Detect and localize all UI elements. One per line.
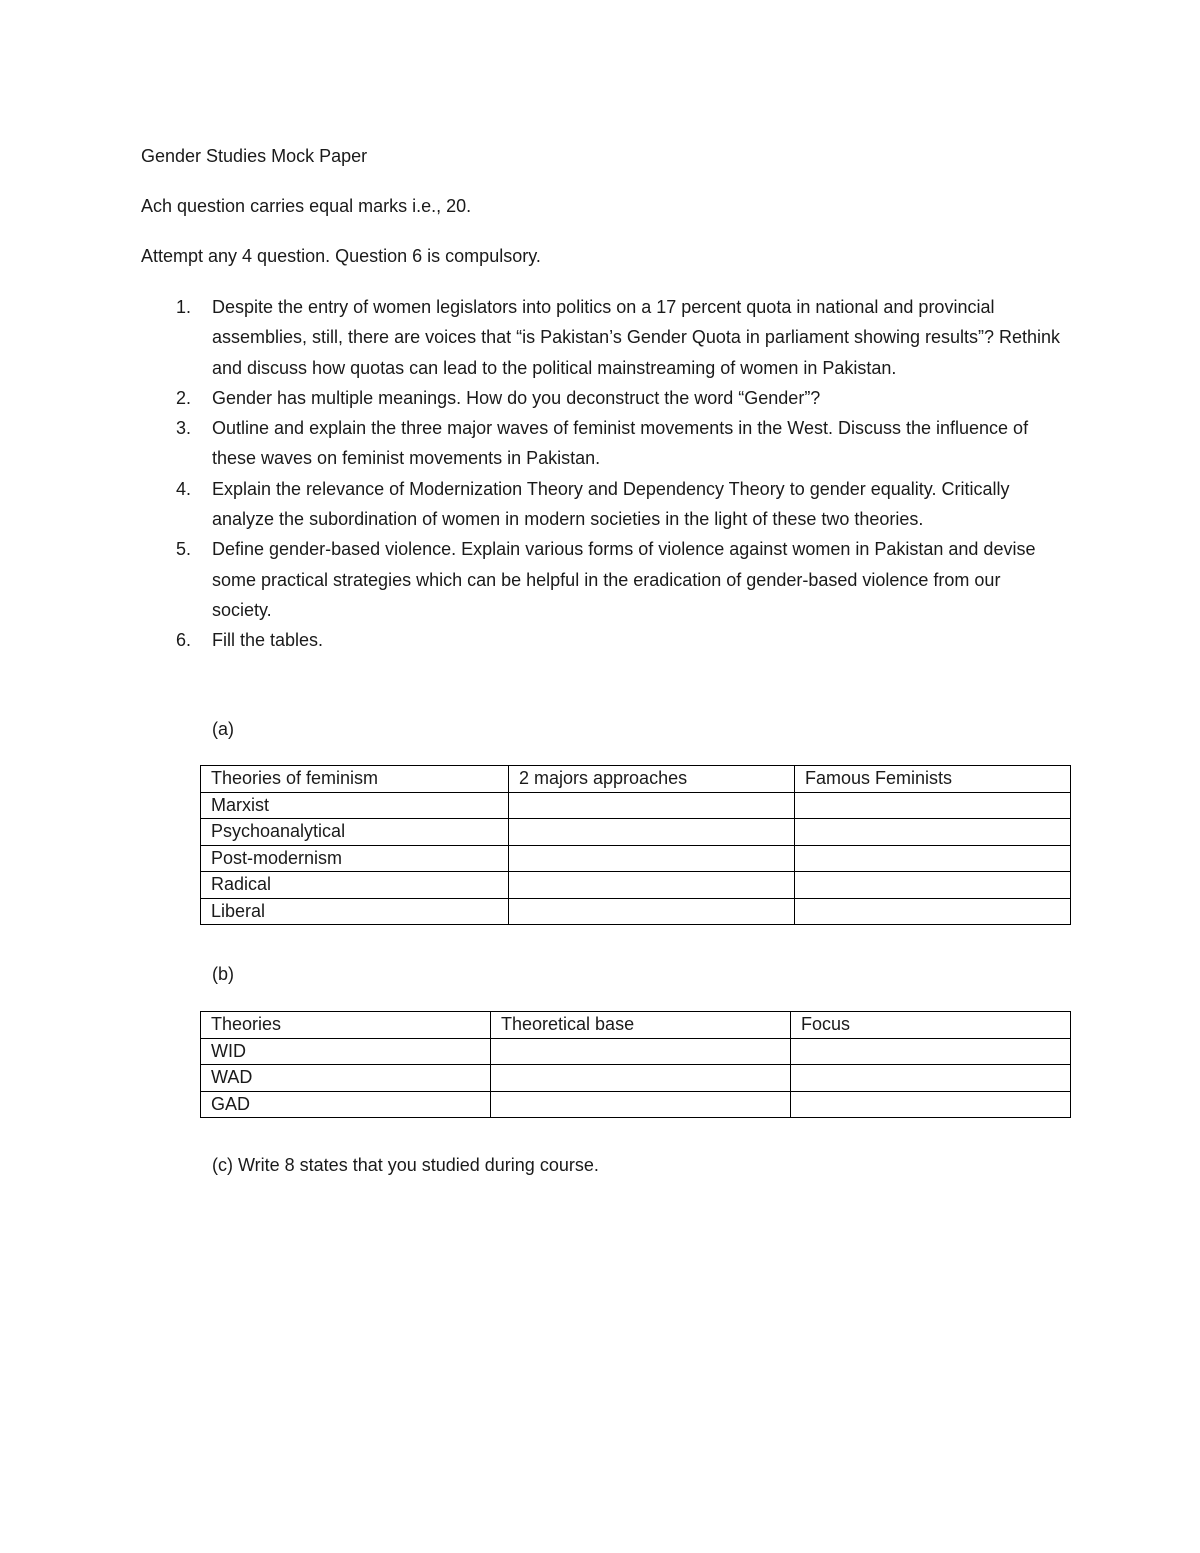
question-number: 5. bbox=[176, 539, 192, 560]
header-cell: Theories of feminism bbox=[201, 766, 509, 793]
table-cell: GAD bbox=[201, 1091, 491, 1118]
table-cell bbox=[795, 819, 1071, 846]
table-cell bbox=[791, 1091, 1071, 1118]
table-cell bbox=[795, 872, 1071, 899]
question-item bbox=[141, 383, 1061, 413]
table-row bbox=[201, 845, 1071, 872]
table-row bbox=[201, 872, 1071, 899]
question-text: Fill the tables. bbox=[212, 630, 324, 651]
table-a-label: (a) bbox=[212, 719, 234, 739]
marks-note: Ach question carries equal marks i.e., 20. bbox=[141, 196, 472, 216]
question-text: Gender has multiple meanings. How do you deconstruct the word “Gender”? bbox=[212, 387, 821, 408]
table-row bbox=[201, 1065, 1071, 1092]
table-cell: Marxist bbox=[201, 792, 509, 819]
table-cell: WAD bbox=[201, 1065, 491, 1092]
table-cell bbox=[509, 872, 795, 899]
question-item bbox=[141, 413, 1061, 474]
header-cell: Theories bbox=[201, 1012, 491, 1039]
question-item bbox=[141, 534, 1061, 625]
question-number: 2. bbox=[176, 387, 192, 408]
table-cell: Post-modernism bbox=[201, 845, 509, 872]
question-item bbox=[141, 292, 1061, 383]
header-cell: Theoretical base bbox=[491, 1012, 791, 1039]
table-cell bbox=[491, 1038, 791, 1065]
table-cell bbox=[509, 792, 795, 819]
table-cell bbox=[795, 898, 1071, 925]
question-number: 6. bbox=[176, 630, 192, 651]
header-cell: Famous Feminists bbox=[795, 766, 1071, 793]
table-cell: Radical bbox=[201, 872, 509, 899]
page-title: Gender Studies Mock Paper bbox=[141, 146, 368, 166]
part-c-text: (c) Write 8 states that you studied during course. bbox=[212, 1155, 599, 1175]
table-cell bbox=[491, 1091, 791, 1118]
table-header-row bbox=[201, 766, 1071, 793]
question-item bbox=[141, 474, 1061, 535]
table-cell bbox=[491, 1065, 791, 1092]
table-row bbox=[201, 898, 1071, 925]
question-text: Outline and explain the three major waves of feminist movements in the West. Discuss the influence of these waves on feminist movements in Pakistan. bbox=[212, 418, 1029, 469]
question-list bbox=[141, 292, 1061, 656]
table-b-label: (b) bbox=[212, 964, 234, 984]
question-number: 1. bbox=[176, 297, 192, 317]
table-cell: Psychoanalytical bbox=[201, 819, 509, 846]
table-row bbox=[201, 792, 1071, 819]
question-text: Despite the entry of women legislators into politics on a 17 percent quota in national and provincial assemblies, still, there are voices that “is Pakistan’s Gender Quota in parliament showing results”? Rethink and discuss how quotas can lead to the political mainstreaming of women in Pakistan. bbox=[212, 297, 1061, 378]
table-cell bbox=[791, 1038, 1071, 1065]
question-number: 4. bbox=[176, 478, 192, 499]
question-number: 3. bbox=[176, 418, 192, 439]
table-header-row bbox=[201, 1012, 1071, 1039]
table-row bbox=[201, 819, 1071, 846]
question-text: Define gender-based violence. Explain various forms of violence against women in Pakistan and devise some practical strategies which can be helpful in the eradication of gender-based violence from our society. bbox=[212, 539, 1036, 620]
table-cell: Liberal bbox=[201, 898, 509, 925]
table-cell bbox=[795, 792, 1071, 819]
table-cell bbox=[791, 1065, 1071, 1092]
table-cell bbox=[795, 845, 1071, 872]
table-cell: WID bbox=[201, 1038, 491, 1065]
question-text: Explain the relevance of Modernization Theory and Dependency Theory to gender equality. Critically analyze the subordination of women in modern societies in the light of these two theories. bbox=[212, 478, 1010, 530]
question-item bbox=[141, 625, 1061, 655]
table-cell bbox=[509, 898, 795, 925]
table-b bbox=[200, 1011, 1071, 1118]
table-a bbox=[200, 765, 1071, 925]
table-row bbox=[201, 1091, 1071, 1118]
table-row bbox=[201, 1038, 1071, 1065]
table-cell bbox=[509, 845, 795, 872]
table-cell bbox=[509, 819, 795, 846]
header-cell: 2 majors approaches bbox=[509, 766, 795, 793]
instruction-text: Attempt any 4 question. Question 6 is compulsory. bbox=[141, 246, 541, 266]
header-cell: Focus bbox=[791, 1012, 1071, 1039]
